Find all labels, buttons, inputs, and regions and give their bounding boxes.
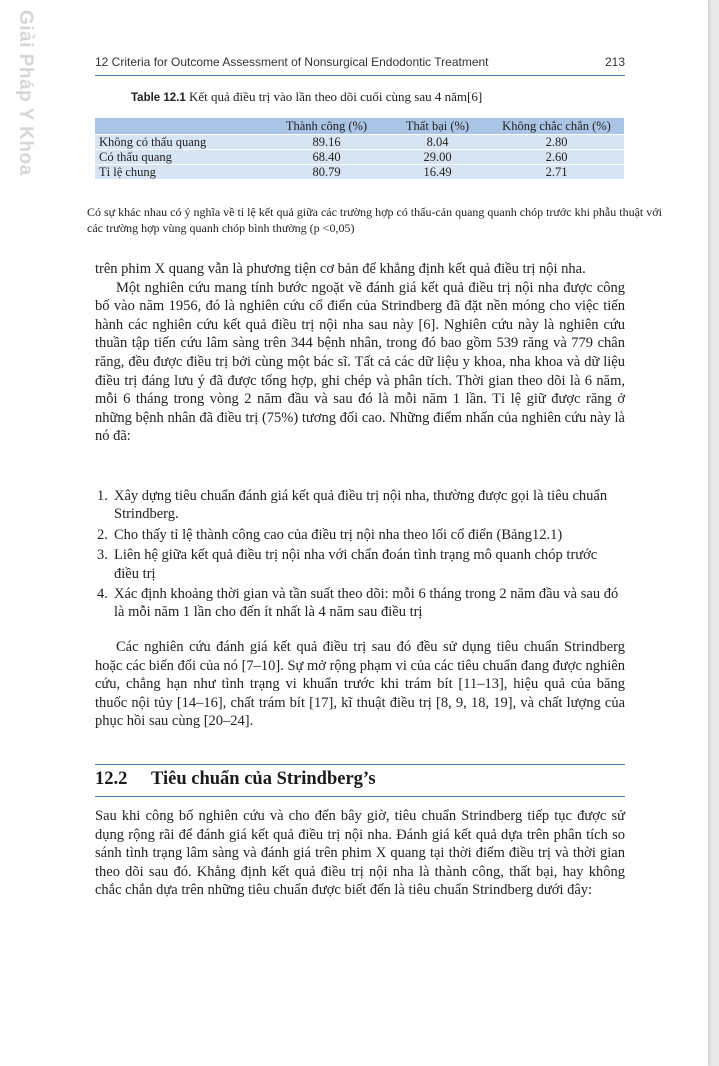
table-footnote: Có sự khác nhau có ý nghĩa về tỉ lệ kết quả giữa các trường hợp có thấu-cản quang quanh chóp trước khi phẫu thuật với các trường hợp vùng quanh chóp bình thường (p <0,05) <box>87 205 662 235</box>
table-cell: 68.40 <box>267 150 386 165</box>
table-header-cell <box>95 118 267 135</box>
results-table <box>95 118 624 179</box>
table-cell: Tỉ lệ chung <box>95 165 267 180</box>
table-cell: 89.16 <box>267 135 386 150</box>
paragraph: Các nghiên cứu đánh giá kết quả điều trị sau đó đều sử dụng tiêu chuẩn Strindberg hoặc các biến đổi của nó [7–10]. Sự mở rộng phạm vi của các tiêu chuẩn đang được nghiên cứu, chẳng hạn như tình trạng vi khuẩn trước khi trám bít [11–13], hiệu quả của băng thuốc nội tủy [14–16], chất trám bít [17], kĩ thuật điều trị [8, 9, 18, 19], và chất lượng của phục hồi sau cùng [20–24]. <box>95 639 625 730</box>
table-caption <box>131 89 482 105</box>
table-cell: 80.79 <box>267 165 386 180</box>
table-cell: Không có thấu quang <box>95 135 267 150</box>
table-title: Kết quả điều trị vào lần theo dõi cuối cùng sau 4 năm[6] <box>189 89 483 104</box>
table-header-row <box>95 118 624 135</box>
table-row <box>95 150 624 165</box>
table-cell: 2.71 <box>489 165 624 180</box>
chapter-title: 12 Criteria for Outcome Assessment of Nonsurgical Endodontic Treatment <box>95 55 489 69</box>
table-cell: 29.00 <box>386 150 489 165</box>
table-cell: 16.49 <box>386 165 489 180</box>
table-label: Table 12.1 <box>131 92 186 104</box>
table-header-cell: Thất bại (%) <box>386 118 489 135</box>
body-text-bottom <box>95 807 625 900</box>
contributions-list <box>95 487 625 624</box>
page-number: 213 <box>604 55 625 69</box>
running-header <box>95 55 625 69</box>
paragraph: trên phim X quang vẫn là phương tiện cơ bản để khẳng định kết quả điều trị nội nha. <box>95 261 586 277</box>
table-cell: Có thấu quang <box>95 150 267 165</box>
table-header-cell: Thành công (%) <box>267 118 386 135</box>
list-item: 2. Cho thấy tỉ lệ thành công cao của điều trị nội nha theo lối cổ điển (Bảng12.1) <box>97 526 563 543</box>
table-cell: 2.80 <box>489 135 624 150</box>
paragraph: Sau khi công bố nghiên cứu và cho đến bây giờ, tiêu chuẩn Strindberg tiếp tục được sử dụng rộng rãi để đánh giá kết quả điều trị nội nha. Đánh giá kết quả dựa trên phân tích so sánh tình trạng lâm sàng và đánh giá trên phim X quang tại thời điểm điều trị và thời gian theo dõi sau đó. Khẳng định kết quả điều trị nội nha là thành công, thất bại, hay không chắc chắn dựa trên những tiêu chuẩn được biết đến là tiêu chuẩn Strindberg dưới đây: <box>95 808 625 899</box>
section-divider <box>95 764 625 765</box>
list-item: 1. Xây dựng tiêu chuẩn đánh giá kết quả điều trị nội nha, thường được gọi là tiêu chuẩn Strindberg. <box>97 488 608 523</box>
section-title: Tiêu chuẩn của Strindberg’s <box>151 769 376 789</box>
body-text-middle <box>95 638 625 731</box>
section-heading <box>95 769 376 790</box>
table-header-cell: Không chắc chắn (%) <box>489 118 624 135</box>
paragraph: Một nghiên cứu mang tính bước ngoặt về đánh giá kết quả điều trị nội nha được công bố vào năm 1956, đó là nghiên cứu cổ điển của Strindberg đã đặt nền móng cho việc tiến hành các nghiên cứu kết quả điều trị nội nha sau này [6]. Nghiên cứu này là nghiên cứu thuần tập tiến cứu lâm sàng trên 344 bệnh nhân, trong đó bao gồm 539 răng và 779 chân răng, đều được điều trị bởi cùng một bác sĩ. Tất cả các dữ liệu y khoa, nha khoa và dữ liệu điều trị đáng lưu ý đã được tổng hợp, ghi chép và phân tích. Thời gian theo dõi là 6 năm, mỗi 6 tháng trong vòng 2 năm đầu và sau đó là mỗi năm 1 lần. Tỉ lệ giữ được răng ở những bệnh nhân đã điều trị (75%) tương đối cao. Những điểm nhấn của nghiên cứu này là nó đã: <box>95 279 625 445</box>
watermark: Giải Pháp Y Khoa <box>15 10 36 176</box>
list-item: 3. Liên hệ giữa kết quả điều trị nội nha với chẩn đoán tình trạng mô quanh chóp trước điều trị <box>97 547 598 582</box>
list-item: 4. Xác định khoảng thời gian và tần suất theo dõi: mỗi 6 tháng trong 2 năm đầu và sau đó là mỗi năm 1 lần cho đến ít nhất là 4 năm sau điều trị <box>97 586 619 621</box>
table-row <box>95 165 624 180</box>
section-divider <box>95 796 625 797</box>
header-divider <box>95 75 625 76</box>
body-text-top <box>95 260 625 446</box>
section-number: 12.2 <box>95 769 128 789</box>
table-cell: 8.04 <box>386 135 489 150</box>
table-cell: 2.60 <box>489 150 624 165</box>
table-row <box>95 135 624 150</box>
